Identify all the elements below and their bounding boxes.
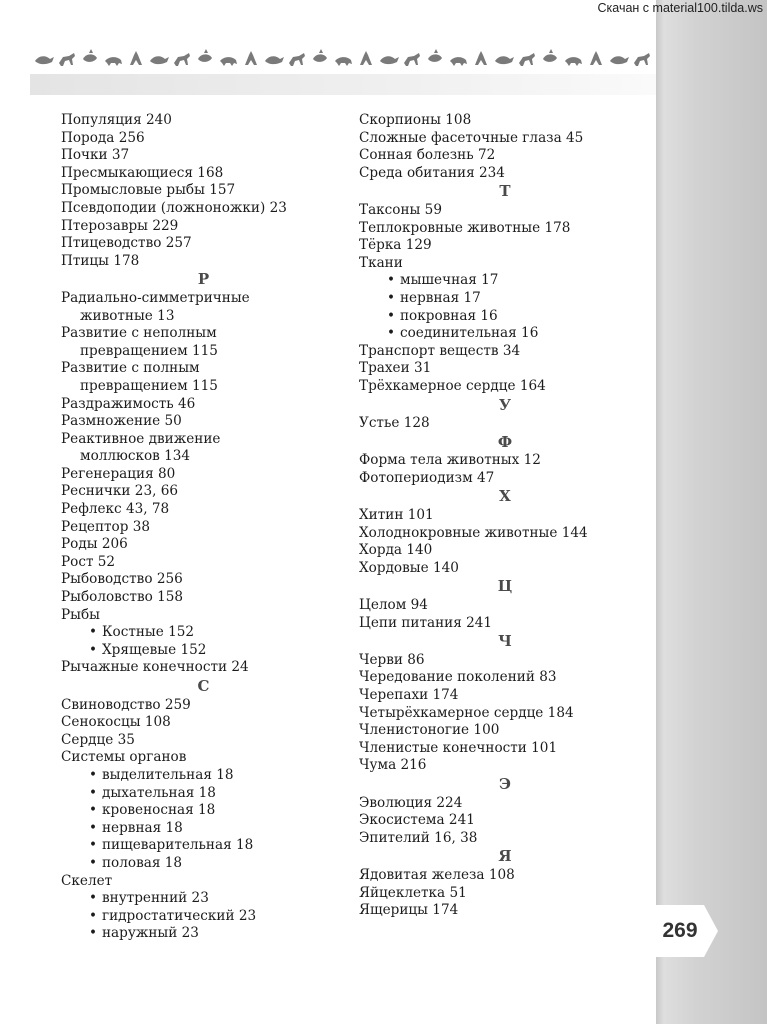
index-entry-text: Свиноводство 259 — [61, 696, 191, 713]
index-subentry — [61, 767, 346, 785]
index-entry-text: Рост 52 — [61, 553, 116, 570]
index-entry — [359, 525, 651, 543]
index-entry-text: Псевдоподии (ложноножки) 23 — [61, 199, 287, 216]
animal-silhouette-icon — [174, 53, 190, 66]
index-entry-text: Среда обитания 234 — [359, 164, 505, 181]
index-subentry-text: наружный 23 — [102, 925, 199, 942]
index-entry-text: Трёхкамерное сердце 164 — [359, 377, 546, 394]
index-entry-text: Фотопериодизм 47 — [359, 469, 495, 486]
animal-silhouette-icon — [428, 49, 442, 62]
animal-silhouette-icon — [35, 56, 54, 64]
index-entry — [359, 112, 651, 130]
index-entry-text: Ткани — [359, 254, 403, 271]
section-letter: Я — [498, 847, 512, 866]
index-subentry-text: внутренний 23 — [102, 890, 209, 907]
index-subentry-text: выделительная 18 — [102, 766, 234, 783]
animal-silhouette-icon — [105, 57, 122, 66]
index-subentry-text: пищеварительная 18 — [102, 837, 254, 854]
index-entry — [359, 237, 651, 255]
index-entry-text: Тёрка 129 — [359, 237, 432, 254]
animal-silhouette-icon — [475, 51, 487, 65]
index-entry-text: Реснички 23, 66 — [61, 483, 179, 500]
index-entry-text: Рефлекс 43, 78 — [61, 501, 170, 518]
index-entry-text: Развитие с полным — [61, 360, 200, 377]
index-entry-text: Ящерицы 174 — [359, 902, 459, 919]
animal-silhouette-icon — [313, 49, 327, 62]
animal-silhouette-icon — [265, 56, 284, 64]
index-entry-text: Скорпионы 108 — [359, 112, 472, 128]
index-entry-text: Порода 256 — [61, 129, 145, 146]
index-entry-text: Ядовитая железа 108 — [359, 866, 515, 883]
index-subentry-text: половая 18 — [102, 854, 183, 871]
animal-silhouette-icon — [59, 53, 75, 66]
index-subentry — [61, 855, 346, 873]
index-entry — [359, 722, 651, 740]
index-entry-text: Теплокровные животные 178 — [359, 219, 571, 236]
index-entry — [359, 130, 651, 148]
animal-silhouette-icon — [245, 51, 257, 65]
index-entry — [359, 507, 651, 525]
index-subentry-text: дыхательная 18 — [102, 784, 216, 801]
index-entry-text: Рецептор 38 — [61, 518, 151, 535]
index-entry — [61, 218, 346, 236]
index-entry-text: Рыбоводство 256 — [61, 571, 183, 588]
index-entry-text: Устье 128 — [359, 415, 430, 432]
index-entry — [359, 652, 651, 670]
index-subentry-text: Костные 152 — [102, 624, 195, 641]
index-entry-text: Цепи питания 241 — [359, 614, 493, 631]
index-entry — [61, 571, 346, 589]
index-subentry — [61, 820, 346, 838]
index-entry-text: Эволюция 224 — [359, 794, 463, 811]
index-entry — [359, 560, 651, 578]
index-entry — [359, 415, 651, 433]
index-entry — [359, 343, 651, 361]
animal-silhouette-icon — [590, 51, 602, 65]
index-entry-text: Рыболовство 158 — [61, 589, 184, 606]
index-entry — [359, 669, 651, 687]
index-column-right — [359, 112, 651, 920]
animal-silhouette-icon — [220, 57, 237, 66]
index-entry — [359, 740, 651, 758]
index-entry-text: Членистоногие 100 — [359, 722, 500, 739]
index-entry — [61, 325, 346, 360]
index-subentry-text: нервная 18 — [102, 819, 183, 836]
index-entry — [61, 589, 346, 607]
index-entry — [359, 757, 651, 775]
index-entry — [61, 519, 346, 537]
index-entry — [61, 749, 346, 767]
index-entry-text: Форма тела животных 12 — [359, 452, 541, 469]
index-entry — [61, 431, 346, 466]
index-subentry-text: Хрящевые 152 — [102, 641, 207, 658]
animal-silhouettes-icon — [30, 45, 656, 71]
index-entry-text: Промысловые рыбы 157 — [61, 182, 236, 199]
animal-silhouette-icon — [380, 56, 399, 64]
index-subentry — [61, 802, 346, 820]
index-entry — [359, 795, 651, 813]
section-letter: Э — [499, 774, 511, 793]
bullet-icon: • — [89, 802, 98, 819]
section-letter: Ц — [497, 577, 513, 596]
index-entry-text: Роды 206 — [61, 536, 128, 553]
index-entry — [359, 360, 651, 378]
index-entry — [61, 253, 346, 271]
index-entry — [359, 452, 651, 470]
index-entry — [61, 501, 346, 519]
index-entry-text: Регенерация 80 — [61, 465, 176, 482]
index-entry-continuation: моллюсков 134 — [80, 448, 191, 465]
bullet-icon: • — [89, 819, 98, 836]
section-letter: Ч — [498, 632, 512, 651]
index-entry — [359, 542, 651, 560]
animal-silhouette-icon — [130, 51, 142, 65]
animal-silhouette-icon — [289, 53, 305, 66]
index-entry-text: Трахеи 31 — [359, 360, 432, 377]
index-entry-text: Таксоны 59 — [359, 201, 442, 218]
index-subentry — [359, 308, 651, 326]
index-subentry-text: покровная 16 — [400, 307, 498, 324]
index-entry-text: Скелет — [61, 872, 113, 889]
bullet-icon: • — [89, 925, 98, 942]
index-entry-text: Почки 37 — [61, 147, 130, 164]
index-entry-text: Черепахи 174 — [359, 687, 459, 703]
bullet-icon: • — [89, 854, 98, 871]
animal-silhouette-icon — [150, 56, 169, 64]
section-letter: Т — [499, 182, 511, 201]
index-entry — [61, 714, 346, 732]
index-entry — [61, 536, 346, 554]
bullet-icon: • — [89, 766, 98, 783]
bullet-icon: • — [387, 307, 396, 324]
index-entry — [61, 483, 346, 501]
index-entry — [359, 597, 651, 615]
index-entry — [61, 200, 346, 218]
index-entry — [359, 202, 651, 220]
section-letter: У — [498, 395, 512, 414]
watermark: Скачан с material100.tilda.ws — [597, 1, 763, 15]
index-entry-text: Членистые конечности 101 — [359, 739, 558, 756]
page-number: 269 — [662, 919, 698, 942]
index-entry — [359, 687, 651, 705]
index-entry-text: Сложные фасеточные глаза 45 — [359, 129, 584, 146]
index-subentry-text: мышечная 17 — [400, 272, 499, 289]
section-letter: Ф — [497, 432, 513, 451]
index-entry — [61, 130, 346, 148]
animal-silhouette-icon — [360, 51, 372, 65]
index-entry-text: Эпителий 16, 38 — [359, 829, 478, 846]
index-entry — [359, 255, 651, 273]
index-entry — [359, 165, 651, 183]
index-entry-text: Радиально-симметричные — [61, 289, 250, 306]
index-entry — [61, 182, 346, 200]
animal-silhouette-icon — [634, 53, 650, 66]
section-letter: Х — [499, 487, 511, 506]
index-entry-continuation: превращением 115 — [80, 377, 218, 394]
index-entry-text: Рыбы — [61, 606, 100, 623]
index-subentry-text: нервная 17 — [400, 289, 481, 306]
bullet-icon: • — [89, 837, 98, 854]
index-entry-text: Сонная болезнь 72 — [359, 147, 496, 164]
bullet-icon: • — [89, 641, 98, 658]
index-entry-text: Экосистема 241 — [359, 812, 475, 829]
animal-silhouette-icon — [450, 57, 467, 66]
animal-silhouette-icon — [198, 49, 212, 62]
bullet-icon: • — [89, 907, 98, 924]
header-bar — [30, 74, 656, 95]
index-entry-text: Системы органов — [61, 749, 187, 766]
index-entry-text: Сердце 35 — [61, 731, 135, 748]
index-entry — [61, 112, 346, 130]
index-entry-text: Популяция 240 — [61, 112, 172, 128]
index-entry — [61, 360, 346, 395]
index-entry — [359, 378, 651, 396]
index-entry — [61, 413, 346, 431]
index-entry-text: Хордовые 140 — [359, 559, 459, 576]
index-entry — [61, 554, 346, 572]
index-subentry — [359, 290, 651, 308]
animal-silhouette-icon — [610, 56, 629, 64]
index-entry-text: Транспорт веществ 34 — [359, 342, 521, 359]
index-entry — [61, 290, 346, 325]
bullet-icon: • — [89, 784, 98, 801]
index-entry — [61, 873, 346, 891]
animal-silhouette-strip — [30, 45, 656, 71]
index-entry — [359, 220, 651, 238]
index-entry — [359, 147, 651, 165]
bullet-icon: • — [89, 624, 98, 641]
index-entry — [359, 830, 651, 848]
index-subentry — [61, 890, 346, 908]
index-entry — [61, 466, 346, 484]
index-entry-continuation: превращением 115 — [80, 342, 218, 359]
index-entry-text: Раздражимость 46 — [61, 395, 196, 412]
animal-silhouette-icon — [83, 49, 97, 62]
index-entry-text: Реактивное движение — [61, 430, 221, 447]
bullet-icon: • — [387, 289, 396, 306]
index-entry-text: Хитин 101 — [359, 507, 434, 524]
index-entry — [359, 470, 651, 488]
index-entry-text: Размножение 50 — [61, 413, 182, 430]
animal-silhouette-icon — [335, 57, 352, 66]
index-entry-text: Чередование поколений 83 — [359, 669, 557, 686]
index-entry-text: Сенокосцы 108 — [61, 714, 171, 731]
index-entry — [359, 812, 651, 830]
index-entry — [359, 705, 651, 723]
index-entry-text: Четырёхкамерное сердце 184 — [359, 704, 574, 721]
index-entry-text: Черви 86 — [359, 651, 425, 668]
index-subentry-text: соединительная 16 — [400, 325, 539, 342]
section-letter: Р — [197, 270, 210, 289]
index-subentry — [359, 272, 651, 290]
index-entry-text: Рычажные конечности 24 — [61, 659, 249, 676]
index-entry — [61, 235, 346, 253]
animal-silhouette-icon — [519, 53, 535, 66]
index-entry — [359, 615, 651, 633]
index-entry — [61, 697, 346, 715]
index-entry-text: Пресмыкающиеся 168 — [61, 164, 224, 181]
index-entry — [61, 147, 346, 165]
index-entry-text: Птицеводство 257 — [61, 235, 192, 252]
index-subentry — [61, 925, 346, 943]
index-entry — [359, 902, 651, 920]
bullet-icon: • — [387, 325, 396, 342]
animal-silhouette-icon — [495, 56, 514, 64]
index-subentry — [61, 785, 346, 803]
index-subentry-text: гидростатический 23 — [102, 907, 257, 924]
index-entry-text: Целом 94 — [359, 597, 428, 614]
index-entry-text: Хорда 140 — [359, 542, 433, 559]
index-entry-text: Холоднокровные животные 144 — [359, 524, 588, 541]
bullet-icon: • — [387, 272, 396, 289]
index-entry — [61, 732, 346, 750]
index-entry-text: Развитие с неполным — [61, 325, 217, 342]
index-entry — [61, 607, 346, 625]
section-letter: С — [197, 677, 210, 695]
index-entry-text: Птицы 178 — [61, 252, 140, 269]
index-subentry — [61, 837, 346, 855]
index-entry — [359, 867, 651, 885]
bullet-icon: • — [89, 890, 98, 907]
index-entry-text: Яйцеклетка 51 — [359, 884, 467, 901]
page-edge-band — [656, 0, 767, 1024]
index-entry — [61, 165, 346, 183]
index-entry-text: Чума 216 — [359, 757, 427, 774]
index-subentry — [61, 642, 346, 660]
animal-silhouette-icon — [565, 57, 582, 66]
animal-silhouette-icon — [404, 53, 420, 66]
index-column-left — [61, 112, 346, 943]
index-entry — [61, 659, 346, 677]
index-entry — [359, 885, 651, 903]
index-subentry-text: кровеносная 18 — [102, 802, 216, 819]
index-subentry — [61, 624, 346, 642]
animal-silhouette-icon — [543, 49, 557, 62]
index-entry — [61, 396, 346, 414]
index-subentry — [61, 908, 346, 926]
index-subentry — [359, 325, 651, 343]
index-entry-text: Птерозавры 229 — [61, 217, 179, 234]
index-entry-continuation: животные 13 — [80, 307, 175, 324]
